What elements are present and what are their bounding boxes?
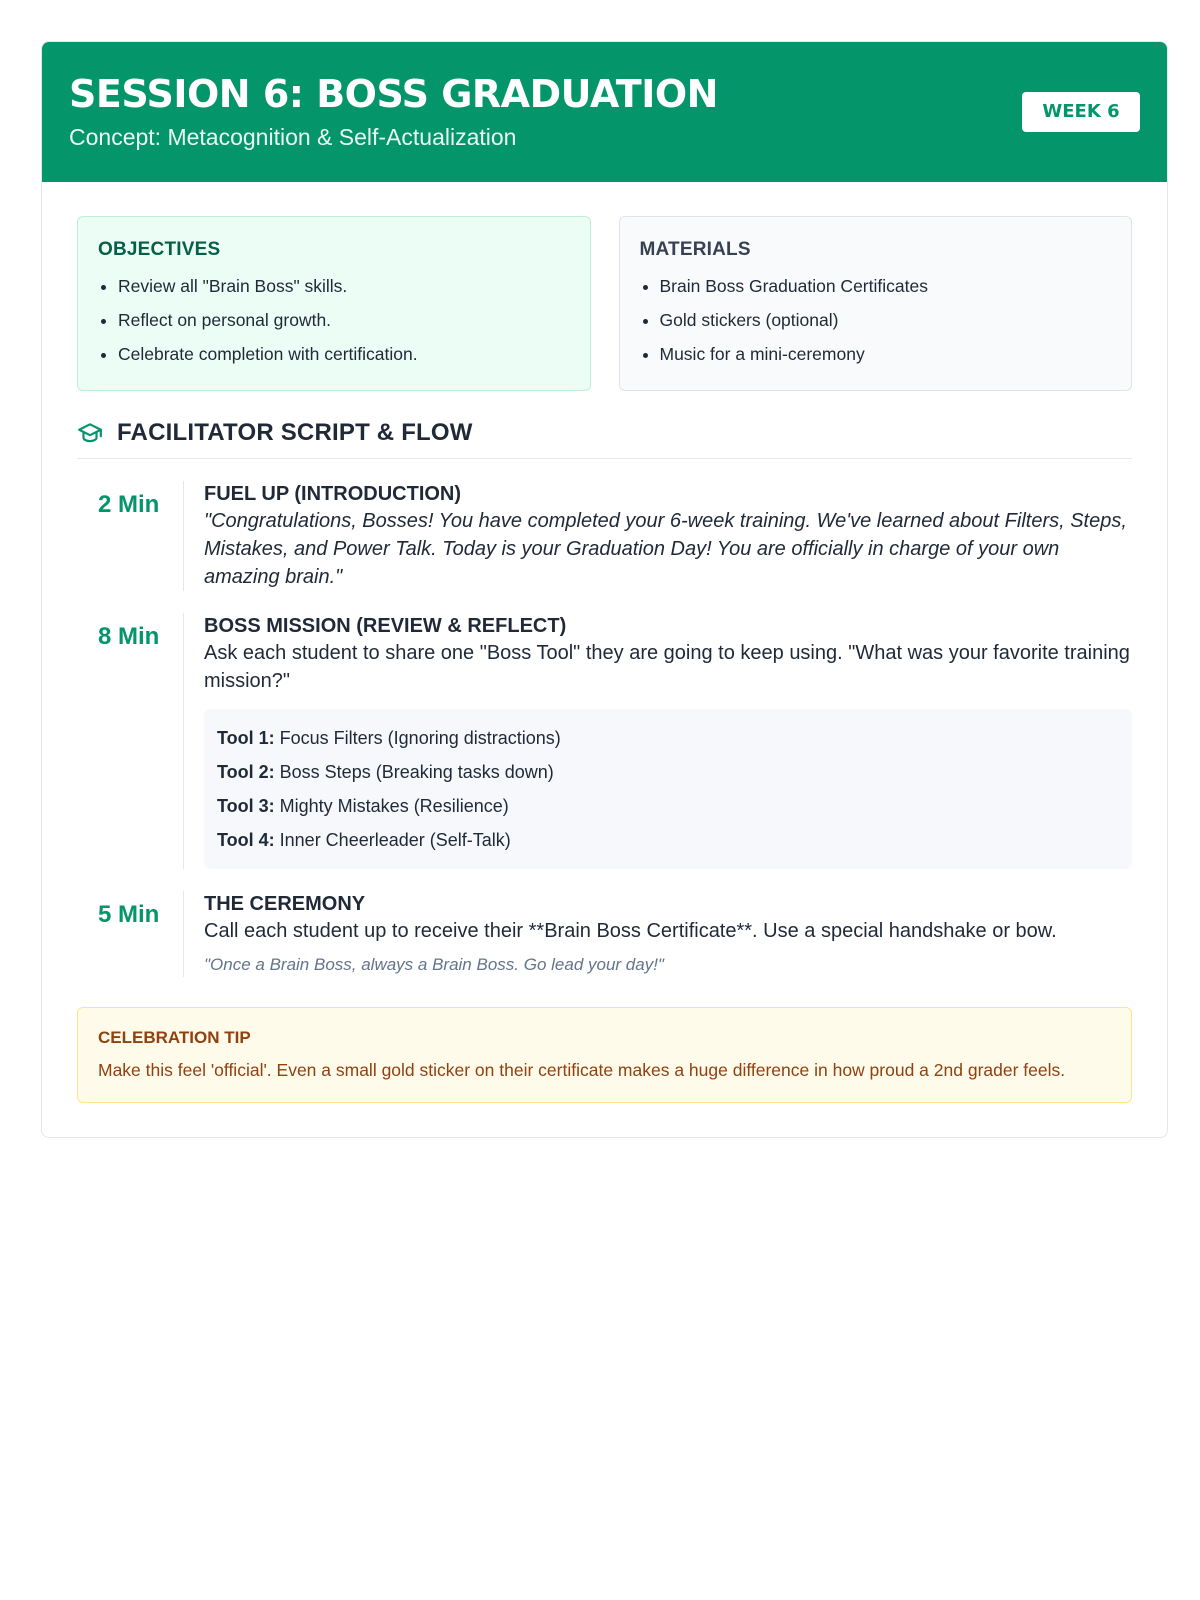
tool-item xyxy=(217,789,1119,823)
step-title: FUEL UP (INTRODUCTION) xyxy=(204,483,462,505)
objectives-box xyxy=(77,216,591,391)
step-time: 5 Min xyxy=(98,901,160,928)
step-content xyxy=(183,613,1132,869)
step-time: 2 Min xyxy=(98,491,160,518)
materials-title: MATERIALS xyxy=(639,239,751,260)
ceremony-quote: "Once a Brain Boss, always a Brain Boss. Go lead your day!" xyxy=(204,955,664,974)
tool-label: Tool 3: xyxy=(217,796,275,816)
list-item: • Brain Boss Graduation Certificates xyxy=(660,269,1112,303)
step-text: Call each student up to receive their **Brain Boss Certificate**. Use a special handshake or bow. xyxy=(204,920,1057,942)
tool-label: Tool 1: xyxy=(217,728,275,748)
tip-title: CELEBRATION TIP xyxy=(98,1028,251,1047)
objectives-title: OBJECTIVES xyxy=(98,239,221,260)
week-badge: WEEK 6 xyxy=(1022,92,1140,132)
materials-box xyxy=(619,216,1133,391)
tools-list xyxy=(204,709,1132,869)
session-header xyxy=(42,42,1167,182)
step-content xyxy=(183,481,1132,591)
objectives-list xyxy=(98,269,570,371)
tool-item xyxy=(217,823,1119,857)
session-card xyxy=(41,41,1168,1138)
script-section-header xyxy=(77,419,1132,459)
step-ceremony xyxy=(77,891,1132,977)
list-item: • Reflect on personal growth. xyxy=(118,303,570,337)
info-boxes xyxy=(77,216,1132,391)
list-item: • Gold stickers (optional) xyxy=(660,303,1112,337)
step-text: "Congratulations, Bosses! You have completed your 6-week training. We've learned about Filters, Steps, Mistakes, and Power Talk. Today is your Graduation Day! You are officially in charge of your own amazing brain." xyxy=(204,510,1127,588)
list-item: • Celebrate completion with certification. xyxy=(118,337,570,371)
tool-desc: Boss Steps (Breaking tasks down) xyxy=(274,762,554,782)
session-body xyxy=(42,182,1167,1137)
step-title: BOSS MISSION (REVIEW & REFLECT) xyxy=(204,615,567,637)
celebration-tip xyxy=(77,1007,1132,1103)
list-item: • Music for a mini-ceremony xyxy=(660,337,1112,371)
tool-desc: Focus Filters (Ignoring distractions) xyxy=(274,728,561,748)
materials-list xyxy=(640,269,1112,371)
step-text: Ask each student to share one "Boss Tool" they are going to keep using. "What was your favorite training mission?" xyxy=(204,642,1130,692)
script-title: FACILITATOR SCRIPT & FLOW xyxy=(117,419,473,446)
tool-desc: Inner Cheerleader (Self-Talk) xyxy=(274,830,511,850)
tool-desc: Mighty Mistakes (Resilience) xyxy=(274,796,509,816)
tool-label: Tool 4: xyxy=(217,830,275,850)
tool-label: Tool 2: xyxy=(217,762,275,782)
tip-text: Make this feel 'official'. Even a small gold sticker on their certificate makes a huge difference in how proud a 2nd grader feels. xyxy=(98,1060,1066,1080)
step-fuel-up xyxy=(77,481,1132,591)
tool-item xyxy=(217,721,1119,755)
step-content xyxy=(183,891,1132,977)
concept-subtitle: Concept: Metacognition & Self-Actualization xyxy=(69,124,517,150)
tool-item xyxy=(217,755,1119,789)
list-item: • Review all "Brain Boss" skills. xyxy=(118,269,570,303)
step-title: THE CEREMONY xyxy=(204,893,366,915)
graduation-cap-icon xyxy=(77,420,103,446)
page-title: SESSION 6: BOSS GRADUATION xyxy=(69,72,718,116)
step-time: 8 Min xyxy=(98,623,160,650)
step-boss-mission xyxy=(77,613,1132,869)
